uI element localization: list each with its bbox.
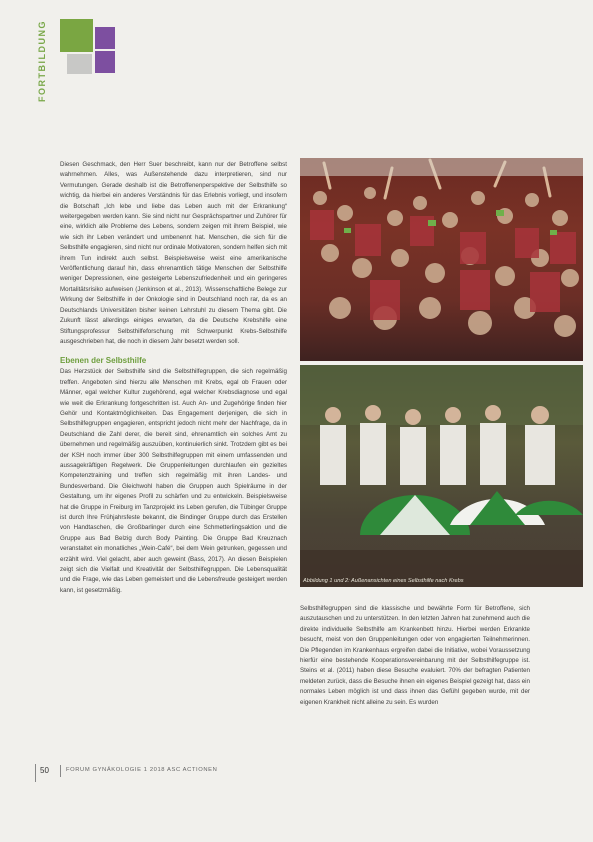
logo-square-gray	[67, 54, 92, 74]
footer-rule	[35, 764, 36, 782]
section-subheading: Ebenen der Selbsthilfe	[60, 356, 147, 366]
photo-caption: Abbildung 1 und 2: Außenansichten eines Selbsthilfe nach Krebs	[303, 578, 464, 584]
logo-square-green	[60, 19, 93, 52]
right-text-column	[300, 604, 530, 708]
right-body-paragraph: Selbsthilfegruppen sind die klassische und bewährte Form für Betroffene, sich auszutauschen und zu unterstützen. In den letzten Jahren hat zunehmend auch die direkte individuelle Selbsthilfe am Krankenbett hinzu. Hierbei werden Erkrankte besucht, meist von den Gruppenleitungen oder von engagierten Teilnehmerinnen. Die Pflegenden im Krankenhaus ergreifen dabei die Initiative, wobei Voraussetzung hierfür eine bestehende Kooperationsvereinbarung mit der Selbsthilfegruppe ist. Steins et al. (2011) haben diese Besuche evaluiert. 70% der befragten Patienten meldeten zurück, dass die Besuche ihnen ein eigenes Beispiel gezeigt hat, dass ein normales Leben möglich ist und dass ihnen das Gefühl gegeben wurde, mit der eigenen Krankheit nicht alleine zu sein. Es wurden	[300, 605, 530, 706]
section-label: FORTBILDUNG	[37, 20, 47, 102]
running-title: FORUM GYNÄKOLOGIE 1 2018 ASC ACTIONEN	[66, 767, 218, 773]
logo-square-purple-top	[95, 27, 115, 49]
body-paragraph-2: Das Herzstück der Selbsthilfe sind die Selbsthilfegruppen, die sich regelmäßig treffen. Angeboten sind hierzu alle Menschen mit Krebs, egal ob Frauen oder Männer, egal welcher Kultur zugehörend, egal welcher Krebsdiagnose und egal wie weit die Erkrankung fortgeschritten ist. Auch An- und Zugehörige finden hier Gehör und Kontaktmöglichkeiten. Das Engagement derjenigen, die sich in Selbsthilfegruppen engagieren, entspricht jedoch nicht mehr der Nachfrage, da in Deutschland die Zahl derer, die bereit sind, ehrenamtlich ein solches Amt zu übernehmen und regelmäßig auszuüben, kontinuierlich sinkt. Trotzdem gibt es bei der KSH noch immer über 300 Selbsthilfegruppen mit einem umfassenden und aussagekräftigen Regelwerk. Die Gruppenleitungen durchlaufen ein gezieltes Kompetenztraining und treffen sich regelmäßig mit ihren Landes- und Bundesverband. Die Gleichwohl haben die Gruppen auch Spielräume in der Gestaltung, um ihr eigenes Profil zu schärfen und zu entwickeln. Beispielsweise hat die Gruppe in Freiburg im Tanzprojekt ins Leben gerufen, die Tübinger Gruppe ist durch Ihre Frühjahrsfeste bekannt, die Bindinger Gruppe durch das Erstellen von Handtaschen, die Großbarlinger durch eine Schmetterlingsaktion und die Gruppe aus Bad Belzig durch Body Painting. Die Gruppe Bad Kreuznach veranstaltet ein monatliches „Wein-Café“, bei dem Wein getrunken, gegessen und erzählt wird. Viel gelacht, aber auch geweint (Bass, 2017). An diesen Beispielen zeigt sich die Vielfalt und Kreativität der Selbsthilfegruppen. Die Lebensqualität und die Frage, wie das Leben gemeistert und die Lebensfreude gesteigert werden kann, ist gesetzmäßig.	[60, 368, 287, 594]
crowd-photo	[300, 158, 583, 361]
left-text-column	[60, 160, 287, 596]
page-number: 50	[40, 766, 49, 775]
logo-square-purple-bottom	[95, 51, 115, 73]
footer-separator	[60, 765, 61, 777]
umbrella-parade-photo	[300, 365, 583, 587]
body-paragraph-1: Diesen Geschmack, den Herr Suer beschreibt, kann nur der Betroffene selbst wahrnehmen. Alles, was Außenstehende dazu interpretieren, sind nur Vermutungen. Gerade deshalb ist die Betroffenenperspektive der Selbsthilfe so wichtig, da hierbei ein anderes Verständnis für das Erlebnis vorliegt, und insofern die Botschaft „Ich lebe und liebe das Leben auch mit der Erkrankung“ weitergegeben werden kann. Sie sind nicht nur Gesprächspartner und Zuhörer für eine, wirklich alle Probleme des Lebens, sondern zeigen mit ihrem Beispiel, wie wie sich ihr Leben verändert und umbenennt hat. Menschen, die sich für die Selbsthilfe engagieren, sind nicht nur ordinale Motivatoren, sondern helfen sich mit ihrem Tun indirekt auch selbst. Beispielsweise weist eine amerikanische Veröffentlichung darauf hin, dass ehrenamtlich tätige Menschen der Selbsthilfe weniger Depressionen, eine gesteigerte Lebenszufriedenheit und ein geringeres Mortalitätsrisiko aufweisen (Jenkinson et al., 2013). Wissenschaftliche Belege zur Wirkung der Selbsthilfe in der Onkologie sind in Deutschland noch rar, da es an Deutschlands Universitäten bisher keinen Lehrstuhl zu diesem Thema gibt. Die Zukunft lässt allerdings einiges erwarten, da die Deutsche Krebshilfe eine Stiftungsprofessur Selbsthilfeforschung mit Schwerpunkt Krebs-Selbsthilfe ausgeschrieben hat, die noch in diesem Jahr besetzt werden soll.	[60, 161, 287, 345]
crowd-photo-illustration	[300, 158, 583, 361]
umbrella-parade-illustration	[300, 365, 583, 587]
